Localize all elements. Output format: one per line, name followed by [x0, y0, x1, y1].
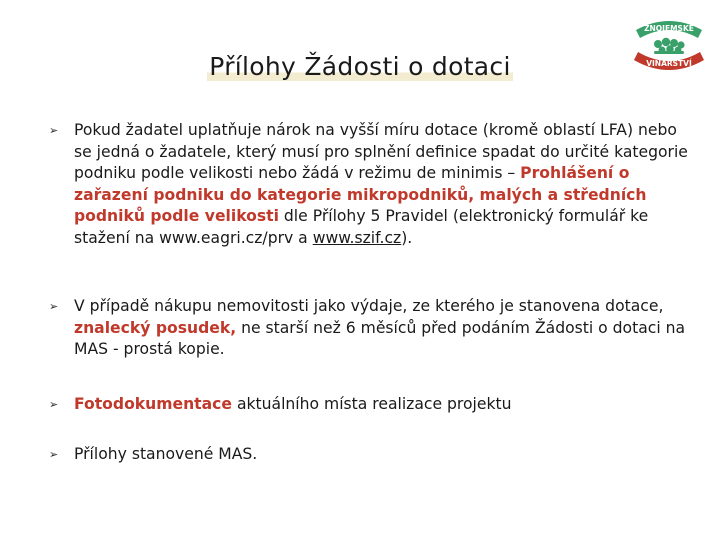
bullet-item-1: [74, 120, 690, 249]
bullet-marker-icon: ➢: [49, 300, 59, 313]
bullet-marker-icon: ➢: [49, 448, 59, 461]
bullet-4-text: Přílohy stanovené MAS.: [74, 445, 258, 463]
bullet-1-text-c: ).: [401, 228, 413, 247]
logo-bottom-text: VINAŘSTVÍ: [646, 59, 692, 68]
bullet-1-text-a: Pokud žadatel uplatňuje nárok na vyšší míru dotace (kromě oblastí LFA) nebo se jedná o žadatele, který musí pro splnění definice spadat do určité kategorie podniku podle velikosti nebo žádá v režimu de minimis –: [74, 121, 688, 182]
bullet-2-text-b: ne starší než 6 měsíců před podáním Žádosti o dotaci na MAS - prostá kopie.: [74, 318, 686, 358]
bullet-1-highlight: Prohlášení o zařazení podniku do kategorie mikropodniků, malých a středních podniků podle velikosti: [74, 164, 647, 225]
bullet-item-4: [74, 444, 690, 466]
bullet-2-highlight: znalecký posudek,: [74, 318, 237, 337]
page-title-text: Přílohy Žádosti o dotaci: [209, 52, 511, 81]
bullet-1-text-b: dle Přílohy 5 Pravidel (elektronický formulář ke stažení na www.eagri.cz/prv a: [74, 207, 649, 247]
bullet-marker-icon: ➢: [49, 398, 59, 411]
logo-top-text: ZNOJEMSKÉ: [644, 24, 694, 33]
bullet-item-3: [74, 394, 690, 416]
bullet-marker-icon: ➢: [49, 124, 59, 137]
bullet-2-text-a: V případě nákupu nemovitosti jako výdaje, ze kterého je stanovena dotace,: [74, 297, 664, 315]
szif-link[interactable]: www.szif.cz: [312, 228, 402, 247]
bullet-3-text: aktuálního místa realizace projektu: [231, 395, 512, 413]
bullet-item-2: [74, 296, 690, 361]
bullet-3-highlight: Fotodokumentace: [74, 395, 232, 413]
